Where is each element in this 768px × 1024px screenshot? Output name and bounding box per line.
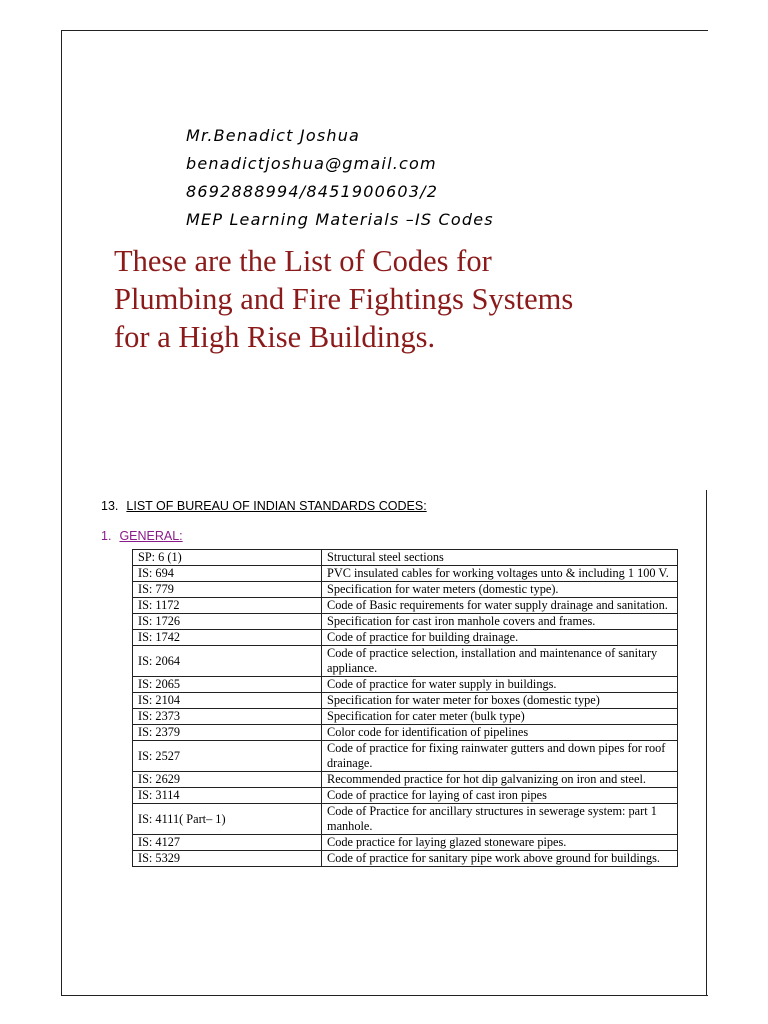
description-cell: Code of practice for water supply in buildings. [322,677,678,693]
author-name: Mr.Benadict Joshua [186,126,361,145]
code-cell: IS: 4111( Part– 1) [133,804,322,835]
table-row [133,709,678,725]
table-row [133,550,678,566]
author-subtitle: MEP Learning Materials –IS Codes [186,210,494,229]
section-number: 13. [101,499,119,513]
page-border-top [61,30,708,31]
code-cell: IS: 2065 [133,677,322,693]
code-cell: SP: 6 (1) [133,550,322,566]
table-row [133,566,678,582]
subsection-title [101,529,183,543]
table-row [133,582,678,598]
code-cell: IS: 694 [133,566,322,582]
table-row [133,646,678,677]
code-cell: IS: 1172 [133,598,322,614]
table-row [133,630,678,646]
description-cell: Code of Practice for ancillary structures in sewerage system: part 1 manhole. [322,804,678,835]
heading-line: Plumbing and Fire Fightings Systems [114,282,574,316]
table-row [133,598,678,614]
table-row [133,725,678,741]
codes-table-body [133,550,678,867]
description-cell: Code of practice for building drainage. [322,630,678,646]
description-cell: Color code for identification of pipelines [322,725,678,741]
table-row [133,804,678,835]
description-cell: PVC insulated cables for working voltages unto & including 1 100 V. [322,566,678,582]
code-cell: IS: 1742 [133,630,322,646]
description-cell: Code of practice selection, installation and maintenance of sanitary appliance. [322,646,678,677]
code-cell: IS: 5329 [133,851,322,867]
author-email: benadictjoshua@gmail.com [186,154,437,173]
description-cell: Recommended practice for hot dip galvanizing on iron and steel. [322,772,678,788]
code-cell: IS: 2373 [133,709,322,725]
subsection-title-text: GENERAL: [119,529,183,543]
table-row [133,772,678,788]
description-cell: Structural steel sections [322,550,678,566]
heading-line: for a High Rise Buildings. [114,320,436,354]
table-row [133,851,678,867]
code-cell: IS: 1726 [133,614,322,630]
description-cell: Specification for cater meter (bulk type) [322,709,678,725]
description-cell: Code of practice for laying of cast iron pipes [322,788,678,804]
code-cell: IS: 779 [133,582,322,598]
code-cell: IS: 2527 [133,741,322,772]
code-cell: IS: 2064 [133,646,322,677]
description-cell: Code of practice for fixing rainwater gutters and down pipes for roof drainage. [322,741,678,772]
author-phone: 8692888994/8451900603/2 [186,182,439,201]
section-title-text: LIST OF BUREAU OF INDIAN STANDARDS CODES: [126,499,427,513]
description-cell: Code of practice for sanitary pipe work above ground for buildings. [322,851,678,867]
description-cell: Specification for water meters (domestic type). [322,582,678,598]
page-border-left [61,30,62,996]
description-cell: Specification for cast iron manhole covers and frames. [322,614,678,630]
code-cell: IS: 2379 [133,725,322,741]
page-border-bottom [61,995,708,996]
author-block [186,122,494,234]
code-cell: IS: 2629 [133,772,322,788]
subsection-number: 1. [101,529,112,543]
table-row [133,835,678,851]
page-heading [114,242,674,356]
table-row [133,614,678,630]
section-title [101,499,427,513]
heading-line: These are the List of Codes for [114,244,492,278]
table-row [133,677,678,693]
description-cell: Specification for water meter for boxes (domestic type) [322,693,678,709]
code-cell: IS: 2104 [133,693,322,709]
page-border-right [706,490,707,996]
description-cell: Code of Basic requirements for water supply drainage and sanitation. [322,598,678,614]
code-cell: IS: 4127 [133,835,322,851]
description-cell: Code practice for laying glazed stoneware pipes. [322,835,678,851]
table-row [133,788,678,804]
table-row [133,693,678,709]
table-row [133,741,678,772]
codes-table [132,549,678,867]
code-cell: IS: 3114 [133,788,322,804]
